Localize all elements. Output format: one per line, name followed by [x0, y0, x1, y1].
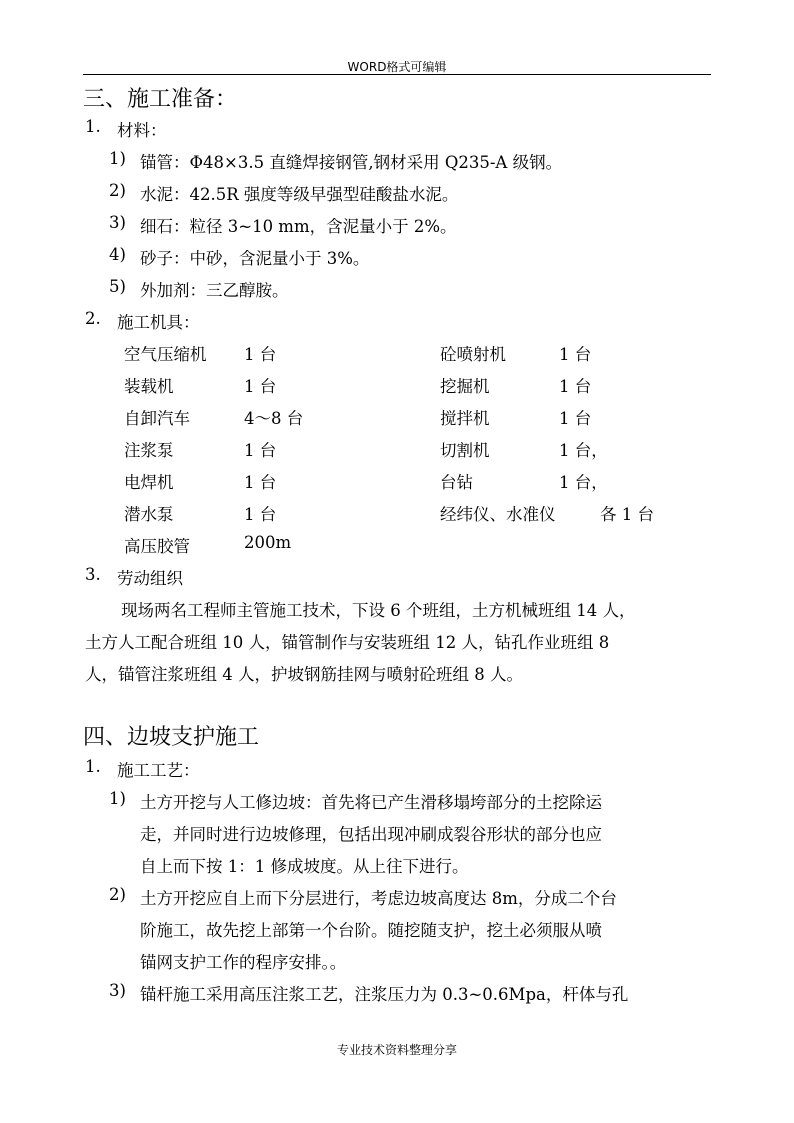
material-item-5-num: 5): [109, 277, 126, 296]
process-item-2-line: 土方开挖应自上而下分层进行，考虑边坡高度达 8m，分成二个台: [140, 889, 617, 908]
materials-title: 材料：: [117, 121, 167, 140]
machine-qty: 1 台: [244, 377, 277, 396]
labor-line-1: 现场两名工程师主管施工技术，下设 6 个班组，土方机械班组 14 人，: [121, 601, 636, 620]
machine-name: 砼喷射机: [440, 345, 506, 364]
material-item-4: 砂子：中砂，含泥量小于 3%。: [140, 249, 370, 268]
machine-name: 台钻: [440, 473, 473, 492]
labor-line-3: 人，锚管注浆班组 4 人，护坡钢筋挂网与喷射砼班组 8 人。: [85, 665, 523, 684]
machine-name: 注浆泵: [124, 441, 174, 460]
header-rule: [83, 74, 711, 75]
machine-qty: 200m: [244, 533, 292, 552]
machine-qty: 1 台，: [559, 473, 608, 492]
labor-title: 劳动组织: [117, 569, 183, 588]
process-item-2-num: 2): [109, 885, 126, 904]
machine-qty: 各 1 台: [600, 505, 654, 524]
machine-name: 空气压缩机: [124, 345, 207, 364]
material-item-2: 水泥：42.5R 强度等级早强型硅酸盐水泥。: [140, 185, 459, 204]
machine-qty: 1 台: [559, 377, 592, 396]
process-item-3-num: 3): [109, 981, 126, 1000]
material-item-1-num: 1): [109, 149, 126, 168]
labor-num: 3.: [85, 565, 101, 584]
process-item-1-num: 1): [109, 789, 126, 808]
material-item-4-num: 4): [109, 245, 126, 264]
machine-name: 切割机: [440, 441, 490, 460]
machine-name: 装载机: [124, 377, 174, 396]
material-item-2-num: 2): [109, 181, 126, 200]
machine-qty: 1 台: [559, 345, 592, 364]
machine-name: 潜水泵: [124, 505, 174, 524]
page-header: WORD格式可编辑: [347, 60, 447, 74]
process-item-1-line: 走，并同时进行边坡修理，包括出现冲刷成裂谷形状的部分也应: [140, 825, 602, 844]
machine-qty: 4～8 台: [244, 409, 304, 428]
machines-num: 2.: [85, 309, 101, 328]
process-item-3-line: 锚杆施工采用高压注浆工艺，注浆压力为 0.3~0.6Mpa，杆体与孔: [140, 985, 629, 1004]
process-item-2-line: 锚网支护工作的程序安排。。: [140, 953, 347, 972]
machine-qty: 1 台: [559, 409, 592, 428]
labor-line-2: 土方人工配合班组 10 人，锚管制作与安装班组 12 人，钻孔作业班组 8: [85, 633, 610, 652]
machine-name: 经纬仪、水准仪: [440, 505, 556, 524]
process-item-2-line: 阶施工，故先挖上部第一个台阶。随挖随支护，挖土必须服从喷: [140, 921, 602, 940]
machine-name: 自卸汽车: [124, 409, 190, 428]
materials-num: 1.: [85, 117, 101, 136]
machine-name: 电焊机: [124, 473, 174, 492]
process-item-1-line: 土方开挖与人工修边坡：首先将已产生滑移塌垮部分的土挖除运: [140, 793, 602, 812]
machine-qty: 1 台: [244, 345, 277, 364]
machine-qty: 1 台: [244, 473, 277, 492]
section-3-title: 三、施工准备：: [83, 87, 238, 112]
material-item-5: 外加剂：三乙醇胺。: [140, 281, 289, 300]
machine-qty: 1 台，: [559, 441, 608, 460]
machine-name: 挖掘机: [440, 377, 490, 396]
machine-name: 高压胶管: [124, 537, 190, 556]
process-num: 1.: [85, 757, 101, 776]
material-item-3: 细石：粒径 3~10 mm，含泥量小于 2%。: [140, 217, 457, 236]
machine-qty: 1 台: [244, 441, 277, 460]
process-title: 施工工艺：: [117, 761, 200, 780]
process-item-1-line: 自上而下按 1：1 修成坡度。从上往下进行。: [140, 857, 469, 876]
machine-qty: 1 台: [244, 505, 277, 524]
page-footer: 专业技术资料整理分享: [336, 1043, 457, 1057]
material-item-1: 锚管：Φ48×3.5 直缝焊接钢管,钢材采用 Q235-A 级钢。: [140, 153, 563, 172]
machine-name: 搅拌机: [440, 409, 490, 428]
section-4-title: 四、边坡支护施工: [83, 725, 260, 750]
material-item-3-num: 3): [109, 213, 126, 232]
machines-title: 施工机具：: [117, 313, 200, 332]
